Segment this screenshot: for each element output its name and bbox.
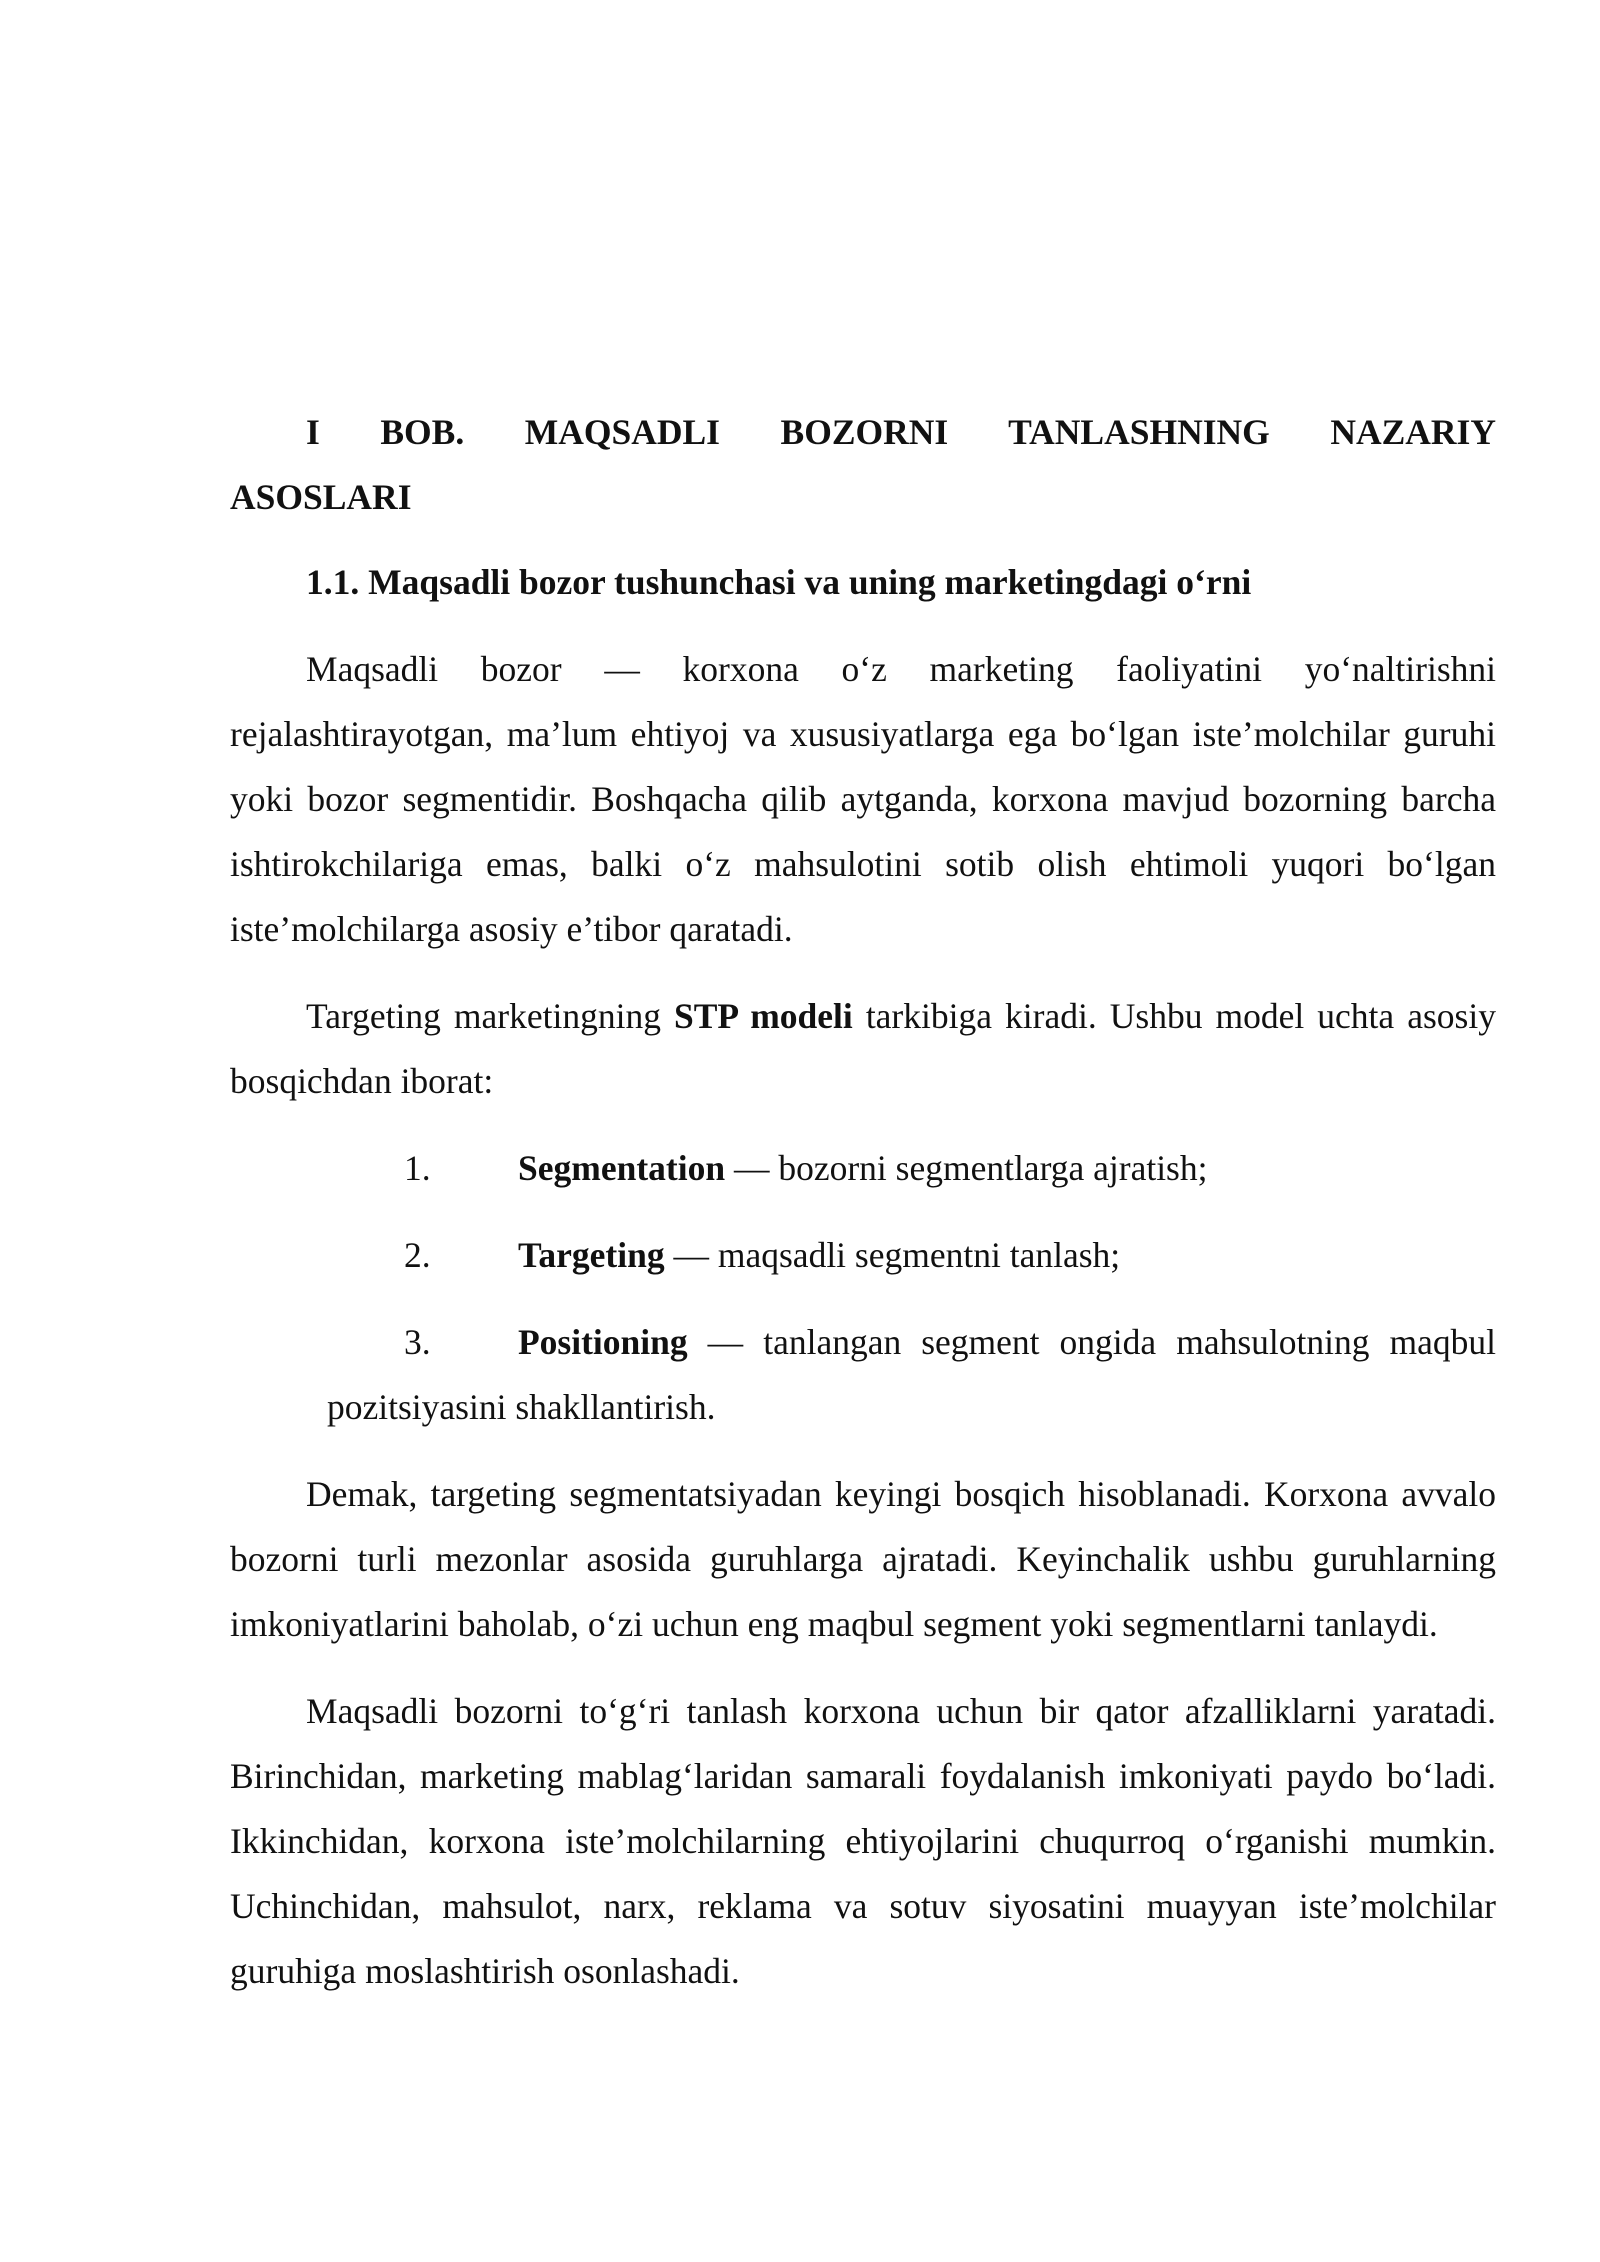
- paragraph-stp-intro-start: Targeting marketingning: [306, 996, 675, 1036]
- stp-list: [230, 1136, 1496, 1440]
- list-item-number: 1.: [404, 1148, 431, 1188]
- list-item-first-line: [230, 1310, 1496, 1375]
- list-item: [230, 1136, 1496, 1201]
- list-item-term: Targeting: [518, 1235, 665, 1275]
- list-item-term: Segmentation: [518, 1148, 726, 1188]
- list-item-description: — bozorni segmentlarga ajratish;: [725, 1148, 1208, 1188]
- list-item-number: 2.: [404, 1235, 431, 1275]
- chapter-title-line1: I BOB. MAQSADLI BOZORNI TANLASHNING NAZARIY: [306, 412, 1496, 452]
- chapter-title-line2: ASOSLARI: [230, 477, 412, 517]
- list-item-term: Positioning: [518, 1322, 688, 1362]
- list-item: [230, 1223, 1496, 1288]
- list-item-description: — tanlangan segment ongida mahsulotning maqbul: [687, 1322, 1496, 1362]
- paragraph-stp-intro-end: tarkibiga kiradi. Ushbu model uchta asosiy bosqichdan iborat:: [230, 996, 1496, 1101]
- paragraph-targeting: Demak, targeting segmentatsiyadan keyingi bosqich hisoblanadi. Korxona avvalo bozorni turli mezonlar asosida guruhlarga ajratadi. Keyinchalik ushbu guruhlarning imkoniyatlarini baholab, o‘zi uchun eng maqbul segment yoki segmentlarni tanlaydi.: [230, 1474, 1496, 1644]
- list-item-continuation: pozitsiyasini shakllantirish.: [327, 1387, 716, 1427]
- paragraph-definition: Maqsadli bozor — korxona o‘z marketing faoliyatini yo‘naltirishni rejalashtirayotgan, ma’lum ehtiyoj va xususiyatlarga ega bo‘lgan iste’molchilar guruhi yoki bozor segmentidir. Boshqacha qilib aytganda, korxona mavjud bozorning barcha ishtirokchilariga emas, balki o‘z mahsulotini sotib olish ehtimoli yuqori bo‘lgan iste’molchilarga asosiy e’tibor qaratadi.: [230, 649, 1496, 949]
- stp-model-term: STP modeli: [674, 996, 853, 1036]
- section-title: 1.1. Maqsadli bozor tushunchasi va uning marketingdagi o‘rni: [306, 562, 1252, 602]
- document-page: [230, 400, 1496, 2026]
- list-item-description: — maqsadli segmentni tanlash;: [664, 1235, 1121, 1275]
- list-item-number: 3.: [404, 1322, 431, 1362]
- chapter-title: [230, 400, 1496, 530]
- paragraph-stp-intro: [230, 984, 1496, 1114]
- list-item: [230, 1310, 1496, 1440]
- paragraph-advantages: Maqsadli bozorni to‘g‘ri tanlash korxona uchun bir qator afzalliklarni yaratadi. Birinchidan, marketing mablag‘laridan samarali foydalanish imkoniyati paydo bo‘ladi. Ikkinchidan, korxona iste’molchilarning ehtiyojlarini chuqurroq o‘rganishi mumkin. Uchinchidan, mahsulot, narx, reklama va sotuv siyosatini muayyan iste’molchilar guruhiga moslashtirish osonlashadi.: [230, 1691, 1496, 1991]
